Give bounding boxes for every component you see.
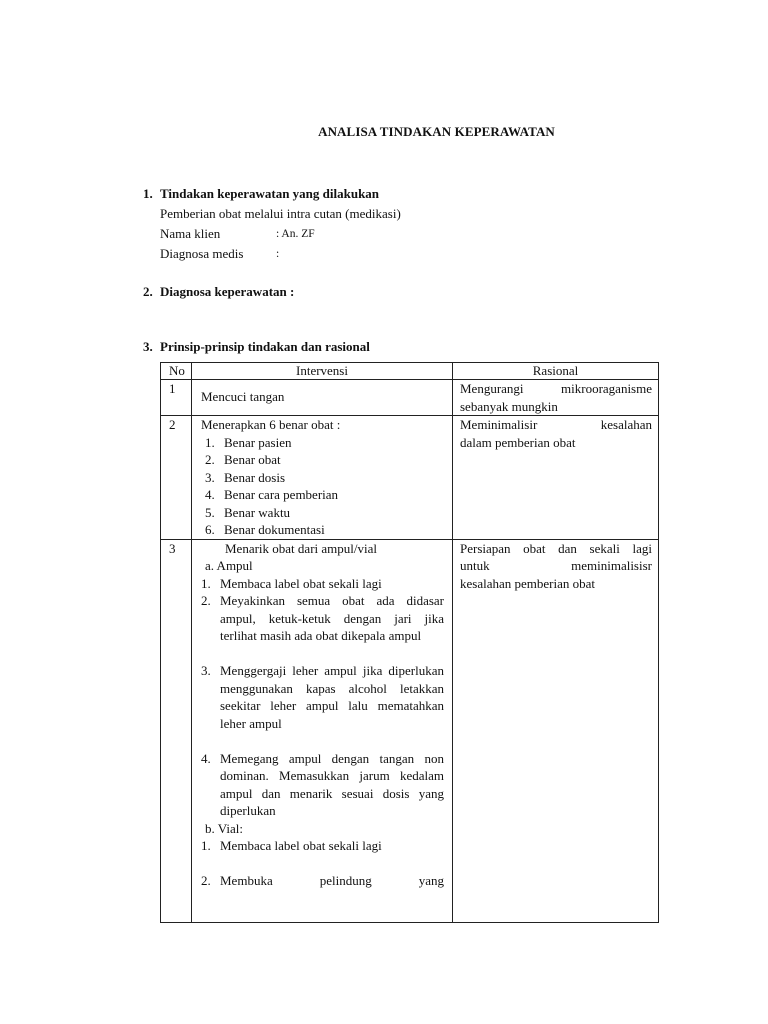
list-marker: 4.	[201, 750, 211, 766]
medical-diagnosis-value: :	[276, 248, 280, 260]
six-rights-list	[201, 434, 444, 539]
client-name-label: Nama klien	[160, 226, 221, 241]
rationale-line: kesalahan pemberian obat	[460, 575, 595, 591]
rationale-line: Mengurangi mikrooraganisme	[460, 381, 652, 396]
list-item	[205, 521, 444, 539]
list-text: Membaca label obat sekali lagi	[220, 575, 382, 591]
header-intervensi: Intervensi	[192, 363, 453, 380]
header-no: No	[161, 363, 192, 380]
table-row	[161, 380, 659, 416]
section-2-number: 2.	[143, 284, 153, 299]
list-text: Benar dokumentasi	[224, 522, 325, 537]
procedure-description: Pemberian obat melalui intra cutan (medikasi)	[160, 206, 401, 221]
section-2-heading	[143, 284, 294, 300]
row-number: 1	[161, 380, 192, 416]
table-row	[161, 416, 659, 540]
medical-diagnosis-label: Diagnosa medis	[160, 246, 244, 261]
list-item	[201, 750, 444, 820]
section-1-heading	[143, 186, 379, 202]
list-marker: 1.	[201, 575, 211, 591]
list-item	[205, 469, 444, 487]
section-3-title: Prinsip-prinsip tindakan dan rasional	[160, 339, 370, 354]
section-3-heading	[143, 339, 370, 355]
list-marker: 1.	[201, 838, 211, 853]
row-number: 3	[161, 539, 192, 922]
row-number: 2	[161, 416, 192, 540]
header-rasional: Rasional	[453, 363, 659, 380]
table-header-row	[161, 363, 659, 380]
list-marker: 3.	[201, 663, 211, 678]
list-marker: 2.	[205, 452, 215, 467]
rationale-cell	[453, 416, 659, 540]
intervention-cell	[192, 380, 453, 416]
intervention-intro: Menerapkan 6 benar obat :	[201, 417, 341, 432]
list-text: Benar obat	[224, 452, 281, 467]
section-1-title: Tindakan keperawatan yang dilakukan	[160, 186, 380, 201]
section-3-number: 3.	[143, 339, 153, 354]
list-marker: 3.	[205, 469, 215, 485]
document-title: ANALISA TINDAKAN KEPERAWATAN	[318, 124, 555, 139]
section-1-number: 1.	[143, 186, 153, 201]
list-item	[201, 592, 444, 645]
list-marker: 2.	[201, 873, 211, 888]
intervention-text: Mencuci tangan	[201, 389, 285, 404]
list-marker: 1.	[205, 434, 215, 450]
vial-steps-list	[201, 837, 444, 890]
list-text: Menggergaji leher ampul jika diperlukan menggunakan kapas alcohol letakkan seekitar leher ampul lalu mematahkan leher ampul	[220, 663, 444, 731]
section-2-title: Diagnosa keperawatan :	[160, 284, 295, 299]
list-item	[205, 434, 444, 452]
principles-table	[160, 362, 659, 923]
rationale-line: dalam pemberian obat	[460, 434, 576, 450]
vial-label: b. Vial:	[205, 820, 243, 836]
list-marker: 2.	[201, 593, 211, 608]
table-row	[161, 539, 659, 922]
list-spacer	[201, 732, 444, 750]
ampul-label: a. Ampul	[205, 558, 253, 573]
list-item	[205, 451, 444, 469]
rationale-cell	[453, 539, 659, 922]
ampul-steps-list	[201, 575, 444, 820]
intervention-intro: Menarik obat dari ampul/vial	[225, 540, 377, 556]
list-text: Benar waktu	[224, 504, 291, 520]
rationale-line: sebanyak mungkin	[460, 398, 558, 414]
list-text: Meyakinkan semua obat ada didasar ampul, ketuk-ketuk dengan jari jika terlihat masih ada obat dikepala ampul	[220, 593, 444, 643]
intervention-cell	[192, 539, 453, 922]
list-item	[205, 486, 444, 504]
list-marker: 5.	[205, 504, 215, 520]
list-item	[201, 837, 444, 855]
list-text: Memegang ampul dengan tangan non dominan. Memasukkan jarum kedalam ampul dan menarik sesuai dosis yang diperlukan	[220, 750, 444, 818]
list-marker: 4.	[205, 487, 215, 502]
list-item	[201, 575, 444, 593]
list-text: Membaca label obat sekali lagi	[220, 838, 382, 853]
rationale-cell	[453, 380, 659, 416]
list-item	[201, 872, 444, 890]
list-item	[201, 662, 444, 732]
rationale-line: Meminimalisir kesalahan	[460, 417, 652, 432]
list-text: Benar cara pemberian	[224, 487, 339, 502]
list-text: Membuka pelindung yang	[220, 873, 444, 888]
client-name-value: : An. ZF	[276, 228, 315, 240]
list-item	[205, 504, 444, 522]
list-spacer	[201, 855, 444, 873]
intervention-cell	[192, 416, 453, 540]
list-text: Benar dosis	[224, 469, 286, 485]
list-text: Benar pasien	[224, 434, 292, 450]
list-marker: 6.	[205, 522, 215, 537]
list-spacer	[201, 645, 444, 663]
rationale-line: untuk meminimalisisr	[460, 558, 652, 573]
rationale-line: Persiapan obat dan sekali lagi	[460, 540, 652, 556]
